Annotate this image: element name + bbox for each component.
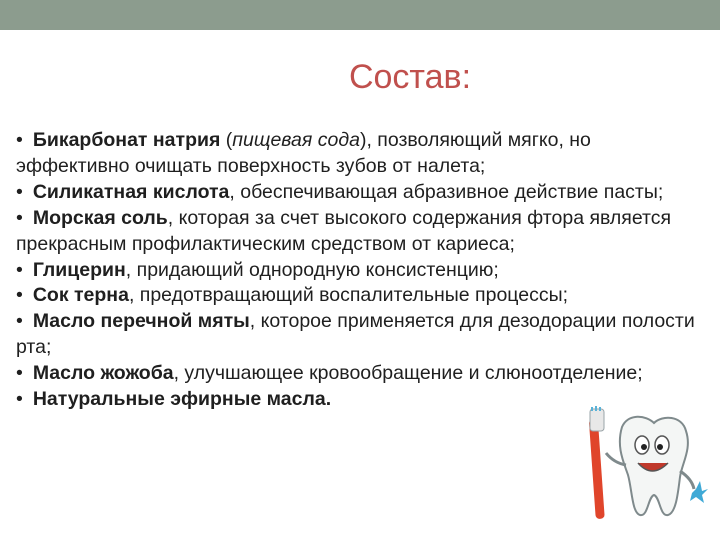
list-item: [16, 128, 706, 180]
tooth-character-icon: [606, 417, 708, 515]
composition-list: [16, 128, 706, 413]
item-term: Натуральные эфирные масла.: [32, 388, 332, 411]
list-item: [16, 180, 706, 206]
bullet: •: [16, 388, 23, 411]
bullet: •: [16, 310, 23, 333]
tooth-with-toothbrush-icon: [570, 405, 710, 525]
list-item: [16, 309, 706, 361]
paren-close: ): [359, 129, 367, 151]
item-text: , которая за счет высокого содержания фтора является прекрасным профилактическим средством от кариеса;: [16, 206, 672, 255]
bullet: •: [16, 180, 23, 203]
item-term: Морская соль: [32, 206, 168, 229]
item-text: , улучшающее кровообращение и слюноотделение;: [173, 362, 643, 385]
item-note: пищевая сода: [232, 129, 360, 151]
bullet: •: [16, 258, 23, 281]
paren-open: (: [220, 129, 233, 151]
item-term: Глицерин: [32, 258, 126, 281]
item-text: , придающий однородную консистенцию;: [125, 258, 499, 281]
top-decorative-band: [0, 0, 720, 30]
slide-title: Состав:: [348, 58, 472, 96]
list-item: [16, 283, 706, 309]
bullet: •: [16, 362, 23, 385]
item-term: Силикатная кислота: [32, 180, 230, 203]
list-item: [16, 206, 706, 258]
bullet: •: [16, 206, 23, 229]
bullet: •: [16, 284, 23, 307]
item-text: , предотвращающий воспалительные процессы;: [128, 284, 569, 307]
item-term: Бикарбонат натрия: [32, 129, 221, 151]
item-term: Сок терна: [32, 284, 129, 307]
toothbrush-icon: [589, 406, 605, 519]
item-text: , позволяющий мягко, но эффективно очищать поверхность зубов от налета;: [16, 129, 591, 177]
list-item: [16, 361, 706, 387]
bullet: •: [16, 129, 23, 151]
item-term: Масло перечной мяты: [32, 310, 250, 333]
item-text: , которое применяется для дезодорации полости рта;: [16, 310, 695, 359]
item-term: Масло жожоба: [32, 362, 174, 385]
list-item: [16, 258, 706, 284]
item-text: , обеспечивающая абразивное действие пасты;: [229, 180, 664, 203]
